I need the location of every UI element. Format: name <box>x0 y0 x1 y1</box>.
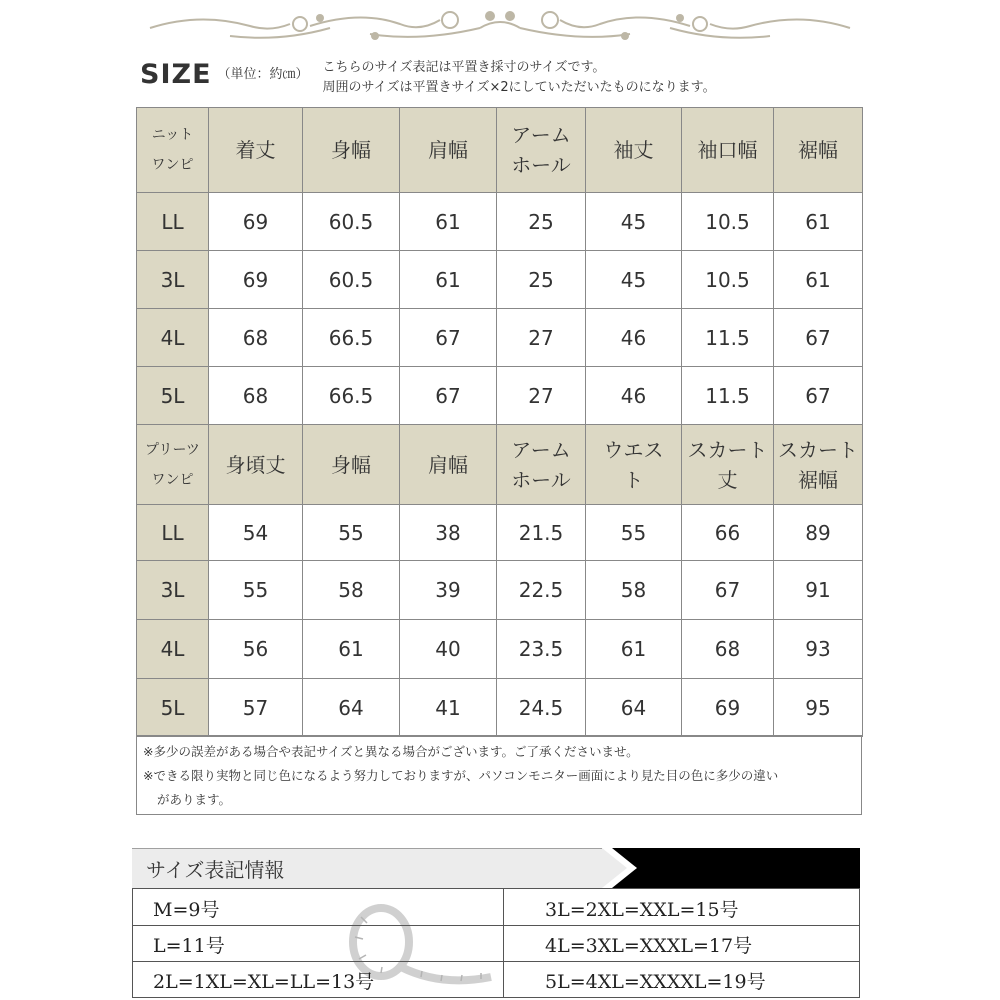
grid-line <box>503 889 504 997</box>
value-cell: 22.5 <box>497 561 586 620</box>
size-note-line: 周囲のサイズは平置きサイズ×2にしていただいたものになります。 <box>322 80 716 95</box>
size-info-grid <box>132 888 860 998</box>
value-cell: 56 <box>209 620 303 679</box>
value-cell: 60.5 <box>303 251 400 309</box>
table-row <box>137 679 863 737</box>
value-cell: 25 <box>497 251 586 309</box>
value-cell: 55 <box>303 505 400 561</box>
size-info-right: 3L=2XL=XXL=15号 <box>545 899 739 921</box>
size-cell: 3L <box>137 251 209 309</box>
column-header-line: 袖口幅 <box>697 138 758 162</box>
value-cell: 58 <box>586 561 682 620</box>
column-header-line: 丈 <box>717 467 738 492</box>
label-line: ニット <box>151 127 194 143</box>
value-cell: 61 <box>400 193 497 251</box>
value-cell: 93 <box>774 620 863 679</box>
value-cell: 95 <box>774 679 863 737</box>
column-header-line: 裾幅 <box>798 138 838 162</box>
value-cell: 55 <box>586 505 682 561</box>
size-cell: 4L <box>137 620 209 679</box>
value-cell: 69 <box>209 193 303 251</box>
size-cell: 5L <box>137 679 209 737</box>
value-cell: 68 <box>209 367 303 425</box>
size-title: SIZE <box>140 59 212 90</box>
value-cell: 61 <box>400 251 497 309</box>
value-cell: 27 <box>497 367 586 425</box>
column-header-line: 裾幅 <box>798 467 838 492</box>
grid-line <box>133 961 859 962</box>
column-header <box>497 425 586 505</box>
value-cell: 61 <box>774 251 863 309</box>
column-header <box>774 108 863 193</box>
column-header-line: アーム <box>511 437 571 462</box>
column-header-line: 身頃丈 <box>225 452 286 477</box>
column-header <box>682 108 774 193</box>
value-cell: 60.5 <box>303 193 400 251</box>
value-cell: 69 <box>209 251 303 309</box>
column-header-line: 身幅 <box>331 452 371 477</box>
value-cell: 11.5 <box>682 309 774 367</box>
value-cell: 57 <box>209 679 303 737</box>
column-header-line: アーム <box>511 123 571 147</box>
note-line: ※多少の誤差がある場合や表記サイズと異なる場合がございます。ご了承くださいませ。 <box>143 744 639 759</box>
table-row <box>137 505 863 561</box>
size-info-section <box>132 848 860 998</box>
pleats-header-row <box>137 425 863 505</box>
value-cell: 45 <box>586 193 682 251</box>
note-line: があります。 <box>157 792 232 807</box>
value-cell: 41 <box>400 679 497 737</box>
size-header <box>140 58 716 98</box>
size-info-left: L=11号 <box>153 935 225 957</box>
value-cell: 64 <box>303 679 400 737</box>
knit-label <box>137 108 209 193</box>
size-info-right: 5L=4XL=XXXXL=19号 <box>545 971 766 993</box>
value-cell: 61 <box>586 620 682 679</box>
column-header <box>400 425 497 505</box>
value-cell: 68 <box>682 620 774 679</box>
label-line: ワンピ <box>151 157 194 173</box>
table-row <box>137 561 863 620</box>
value-cell: 45 <box>586 251 682 309</box>
column-header <box>209 108 303 193</box>
value-cell: 25 <box>497 193 586 251</box>
size-note <box>323 58 716 98</box>
value-cell: 27 <box>497 309 586 367</box>
column-header <box>586 108 682 193</box>
value-cell: 10.5 <box>682 193 774 251</box>
decorative-ornament <box>140 6 860 46</box>
table-row <box>137 251 863 309</box>
column-header <box>586 425 682 505</box>
column-header <box>682 425 774 505</box>
label-line: ワンピ <box>151 471 194 488</box>
value-cell: 66.5 <box>303 367 400 425</box>
size-cell: LL <box>137 193 209 251</box>
value-cell: 21.5 <box>497 505 586 561</box>
column-header-line: 袖丈 <box>613 138 654 162</box>
size-unit: （単位：約㎝） <box>217 67 309 82</box>
column-header-line: 着丈 <box>235 138 276 162</box>
table-row <box>137 367 863 425</box>
value-cell: 67 <box>400 309 497 367</box>
value-cell: 38 <box>400 505 497 561</box>
column-header-line: 肩幅 <box>428 138 468 162</box>
value-cell: 54 <box>209 505 303 561</box>
size-info-right: 4L=3XL=XXXL=17号 <box>545 935 753 957</box>
value-cell: 24.5 <box>497 679 586 737</box>
notes-box <box>136 735 862 815</box>
table-row <box>137 620 863 679</box>
size-info-title: サイズ表記情報 <box>146 858 285 882</box>
column-header <box>303 108 400 193</box>
value-cell: 40 <box>400 620 497 679</box>
value-cell: 69 <box>682 679 774 737</box>
value-cell: 67 <box>400 367 497 425</box>
column-header-line: ホール <box>511 153 571 177</box>
value-cell: 66.5 <box>303 309 400 367</box>
size-note-line: こちらのサイズ表記は平置き採寸のサイズです。 <box>322 60 606 75</box>
column-header <box>303 425 400 505</box>
value-cell: 61 <box>774 193 863 251</box>
value-cell: 67 <box>682 561 774 620</box>
knit-header-row <box>137 108 863 193</box>
column-header-line: 身幅 <box>331 138 371 162</box>
value-cell: 46 <box>586 309 682 367</box>
value-cell: 55 <box>209 561 303 620</box>
size-cell: 5L <box>137 367 209 425</box>
grid-line <box>133 925 859 926</box>
table-row <box>137 309 863 367</box>
size-info-left: M=9号 <box>153 899 220 921</box>
value-cell: 64 <box>586 679 682 737</box>
size-table <box>136 107 863 737</box>
column-header-line: スカート <box>778 437 858 462</box>
column-header <box>400 108 497 193</box>
column-header-line: ホール <box>511 467 571 492</box>
size-cell: LL <box>137 505 209 561</box>
column-header-line: ト <box>623 467 644 492</box>
value-cell: 91 <box>774 561 863 620</box>
pleats-label <box>137 425 209 505</box>
value-cell: 89 <box>774 505 863 561</box>
value-cell: 46 <box>586 367 682 425</box>
column-header <box>774 425 863 505</box>
value-cell: 67 <box>774 367 863 425</box>
label-line: プリーツ <box>145 441 200 458</box>
size-cell: 4L <box>137 309 209 367</box>
value-cell: 61 <box>303 620 400 679</box>
value-cell: 67 <box>774 309 863 367</box>
value-cell: 58 <box>303 561 400 620</box>
column-header <box>209 425 303 505</box>
value-cell: 23.5 <box>497 620 586 679</box>
value-cell: 10.5 <box>682 251 774 309</box>
note-line: ※できる限り実物と同じ色になるよう努力しておりますが、パソコンモニター画面により見た目の色に多少の違い <box>143 768 779 783</box>
column-header-line: ウエス <box>603 437 664 462</box>
value-cell: 68 <box>209 309 303 367</box>
size-cell: 3L <box>137 561 209 620</box>
value-cell: 66 <box>682 505 774 561</box>
column-header-line: 肩幅 <box>428 452 468 477</box>
size-info-left: 2L=1XL=XL=LL=13号 <box>153 971 375 993</box>
value-cell: 39 <box>400 561 497 620</box>
table-row <box>137 193 863 251</box>
column-header-line: スカート <box>687 437 768 462</box>
value-cell: 11.5 <box>682 367 774 425</box>
column-header <box>497 108 586 193</box>
